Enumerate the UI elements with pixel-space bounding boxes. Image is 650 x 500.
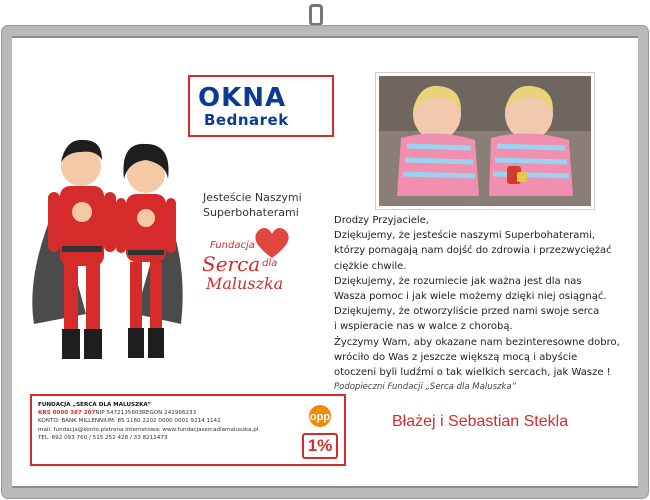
plaque-content — [12, 38, 638, 486]
children-names: Błażej i Sebastian Stekla — [392, 413, 569, 430]
hanging-hook — [309, 4, 323, 26]
superhero-parents-illustration — [16, 124, 196, 374]
thank-you-letter: Drodzy Przyjaciele, Dziękujemy, że jesteście naszymi Superbohaterami, którzy pomagają nam dojść do zdrowia i przezwyciężać ciężkie chwile. Dziękujemy, że rozumiecie jak ważna jest dla nas Wasza pomoc i jak wiele możemy dzięki niej osiągnąć. Dziękujemy, że otworzyliście przed nami swoje serca i wspieracie nas w walce z chorobą. Życzymy Wam, aby okazane nam bezinteresowne dobro, wróciło do Was z jeszcze większą mocą i abyście otoczeni byli ludźmi o tak wielkich sercach, jak Wasze ! Podopieczni Fundacji „Serca dla Maluszka” — [334, 213, 634, 395]
heading: Jesteście Naszymi Superbohaterami — [203, 191, 302, 219]
sponsor-logo-top: OKNA — [198, 83, 287, 113]
svg-text:opp: opp — [309, 411, 331, 423]
one-percent-badge: 1% — [302, 433, 338, 459]
foundation-info-box — [30, 394, 346, 466]
sponsor-logo — [188, 75, 334, 137]
twins-photo — [375, 72, 595, 210]
foundation-info-text: FUNDACJA „SERCA DLA MALUSZKA” KRS 0000 387 207NIP 5472135603REGON 241966233 KONTO: BANK MILLENNIUM: 85 1160 2202 0000 0001 9214 1142 mail: fundacja@konto.plstrona internetowa: www.fundacjasercadlamaluszka.pl TEL. 692 093 760 / 515 252 428 / 33 8211473 — [38, 402, 259, 441]
sponsor-logo-bottom: Bednarek — [204, 111, 289, 129]
letter-signature-note: Podopieczni Fundacji „Serca dla Maluszka” — [334, 382, 517, 393]
opp-badge-icon — [300, 404, 340, 428]
foundation-logo: Fundacja Serca dla Maluszka — [202, 226, 307, 306]
